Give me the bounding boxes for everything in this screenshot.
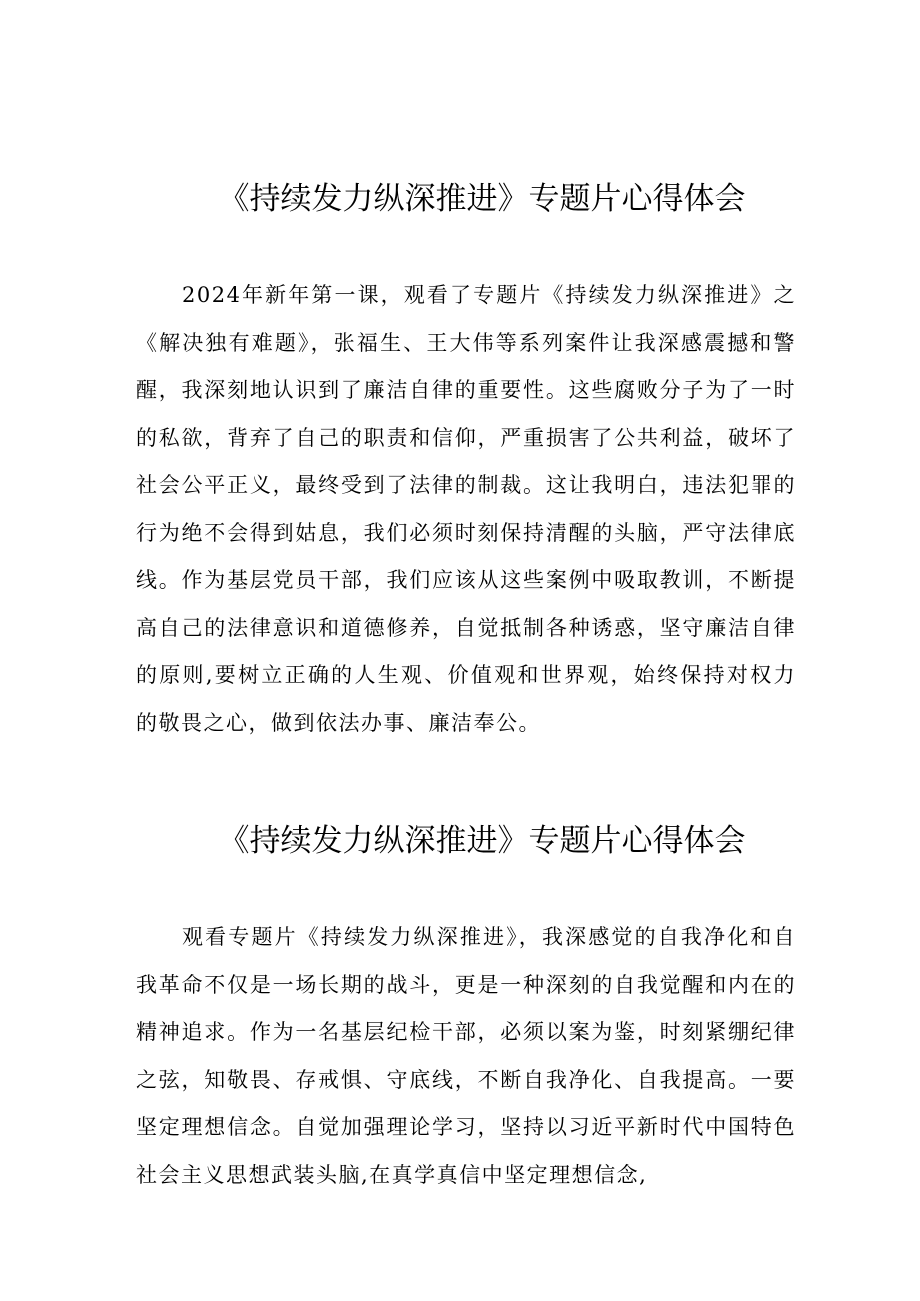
article-body-2: 观看专题片《持续发力纵深推进》，我深感觉的自我净化和自我革命不仅是一场长期的战斗，更是一种深刻的自我觉醒和内在的精神追求。作为一名基层纪检干部，必须以案为鉴，时刻紧绷纪律之弦，知敬畏、存戒惧、守底线，不断自我净化、自我提高。一要坚定理想信念。自觉加强理论学习，坚持以习近平新时代中国特色社会主义思想武装头脑,在真学真信中坚定理想信念,	[136, 925, 796, 1187]
article-title-2: 《持续发力纵深推进》专题片心得体会	[218, 823, 746, 859]
article-body-1: 2024年新年第一课，观看了专题片《持续发力纵深推进》之《解决独有难题》，张福生、王大伟等系列案件让我深感震撼和警醒，我深刻地认识到了廉洁自律的重要性。这些腐败分子为了一时的私欲，背弃了自己的职责和信仰，严重损害了公共利益，破坏了社会公平正义，最终受到了法律的制裁。这让我明白，违法犯罪的行为绝不会得到姑息，我们必须时刻保持清醒的头脑，严守法律底线。作为基层党员干部，我们应该从这些案例中吸取教训，不断提高自己的法律意识和道德修养，自觉抵制各种诱惑，坚守廉洁自律的原则,要树立正确的人生观、价值观和世界观，始终保持对权力的敬畏之心，做到依法办事、廉洁奉公。	[136, 283, 796, 735]
article-section-2	[136, 818, 796, 1199]
article-section-1	[136, 176, 796, 747]
article-title-1: 《持续发力纵深推进》专题片心得体会	[218, 181, 746, 217]
